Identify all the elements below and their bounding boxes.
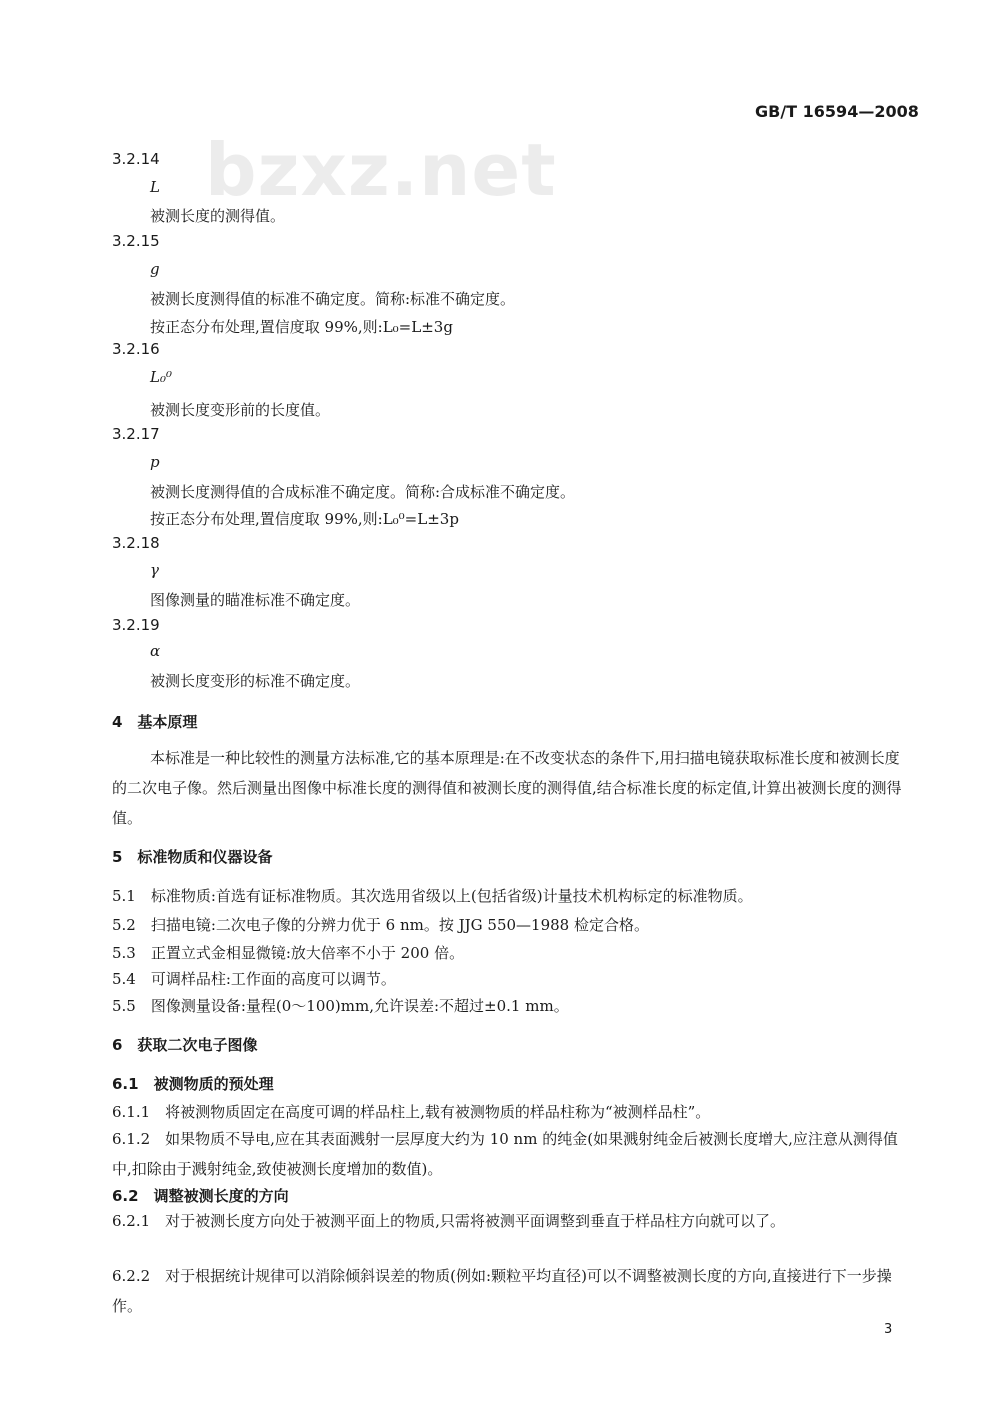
subsection-heading: 6.2 调整被测长度的方向 <box>112 1187 289 1205</box>
clause-text: 被测长度测得值的合成标准不确定度。简称:合成标准不确定度。 <box>150 483 576 501</box>
list-item: 5.3 正置立式金相显微镜:放大倍率不小于 200 倍。 <box>112 944 465 962</box>
clause-number: 3.2.14 <box>112 150 160 168</box>
clause-text: 被测长度测得值的标准不确定度。简称:标准不确定度。 <box>150 290 516 308</box>
clause-text: 被测长度变形的标准不确定度。 <box>150 672 361 690</box>
clause-number: 3.2.18 <box>112 534 160 552</box>
list-item: 6.2.2 对于根据统计规律可以消除倾斜误差的物质(例如:颗粒平均直径)可以不调整被测长度的方向,直接进行下一步操作。 <box>112 1267 892 1315</box>
clause-number: 3.2.15 <box>112 232 160 250</box>
list-item: 5.5 图像测量设备:量程(0～100)mm,允许误差:不超过±0.1 mm。 <box>112 997 569 1015</box>
clause-symbol: γ <box>150 561 159 579</box>
list-item: 5.4 可调样品柱:工作面的高度可以调节。 <box>112 970 396 988</box>
watermark: bzxz.net <box>205 128 557 212</box>
section-body: 本标准是一种比较性的测量方法标准,它的基本原理是:在不改变状态的条件下,用扫描电镜获取标准长度和被测长度的二次电子像。然后测量出图像中标准长度的测得值和被测长度的测得值,结合标准长度的标定值,计算出被测长度的测得值。 <box>112 749 902 827</box>
clause-text: 被测长度变形前的长度值。 <box>150 401 331 419</box>
list-item: 6.1.1 将被测物质固定在高度可调的样品柱上,载有被测物质的样品柱称为“被测样品柱”。 <box>112 1103 711 1121</box>
clause-symbol: α <box>150 642 161 660</box>
section-heading: 6 获取二次电子图像 <box>112 1036 258 1054</box>
clause-text: 图像测量的瞄准标准不确定度。 <box>150 591 361 609</box>
clause-symbol: L₀⁰ <box>150 368 172 386</box>
clause-symbol: g <box>150 260 160 278</box>
clause-symbol: L <box>150 178 160 196</box>
clause-note: 按正态分布处理,置信度取 99%,则:L₀=L±3g <box>150 318 453 336</box>
page-number: 3 <box>884 1322 893 1337</box>
clause-text: 被测长度的测得值。 <box>150 207 286 225</box>
clause-number: 3.2.19 <box>112 616 160 634</box>
clause-note: 按正态分布处理,置信度取 99%,则:L₀⁰=L±3p <box>150 510 459 528</box>
list-item: 6.2.1 对于被测长度方向处于被测平面上的物质,只需将被测平面调整到垂直于样品柱方向就可以了。 <box>112 1212 785 1230</box>
list-item: 5.2 扫描电镜:二次电子像的分辨力优于 6 nm。按 JJG 550—1988 检定合格。 <box>112 916 649 934</box>
section-heading: 4 基本原理 <box>112 713 198 731</box>
clause-number: 3.2.17 <box>112 425 160 443</box>
section-heading: 5 标准物质和仪器设备 <box>112 848 273 866</box>
list-item: 5.1 标准物质:首选有证标准物质。其次选用省级以上(包括省级)计量技术机构标定的标准物质。 <box>112 887 753 905</box>
standard-code: GB/T 16594—2008 <box>755 102 919 121</box>
list-item: 6.1.2 如果物质不导电,应在其表面溅射一层厚度大约为 10 nm 的纯金(如果溅射纯金后被测长度增大,应注意从测得值中,扣除由于溅射纯金,致使被测长度增加的数值)。 <box>112 1130 898 1178</box>
clause-symbol: p <box>150 453 160 471</box>
subsection-heading: 6.1 被测物质的预处理 <box>112 1075 274 1093</box>
clause-number: 3.2.16 <box>112 340 160 358</box>
